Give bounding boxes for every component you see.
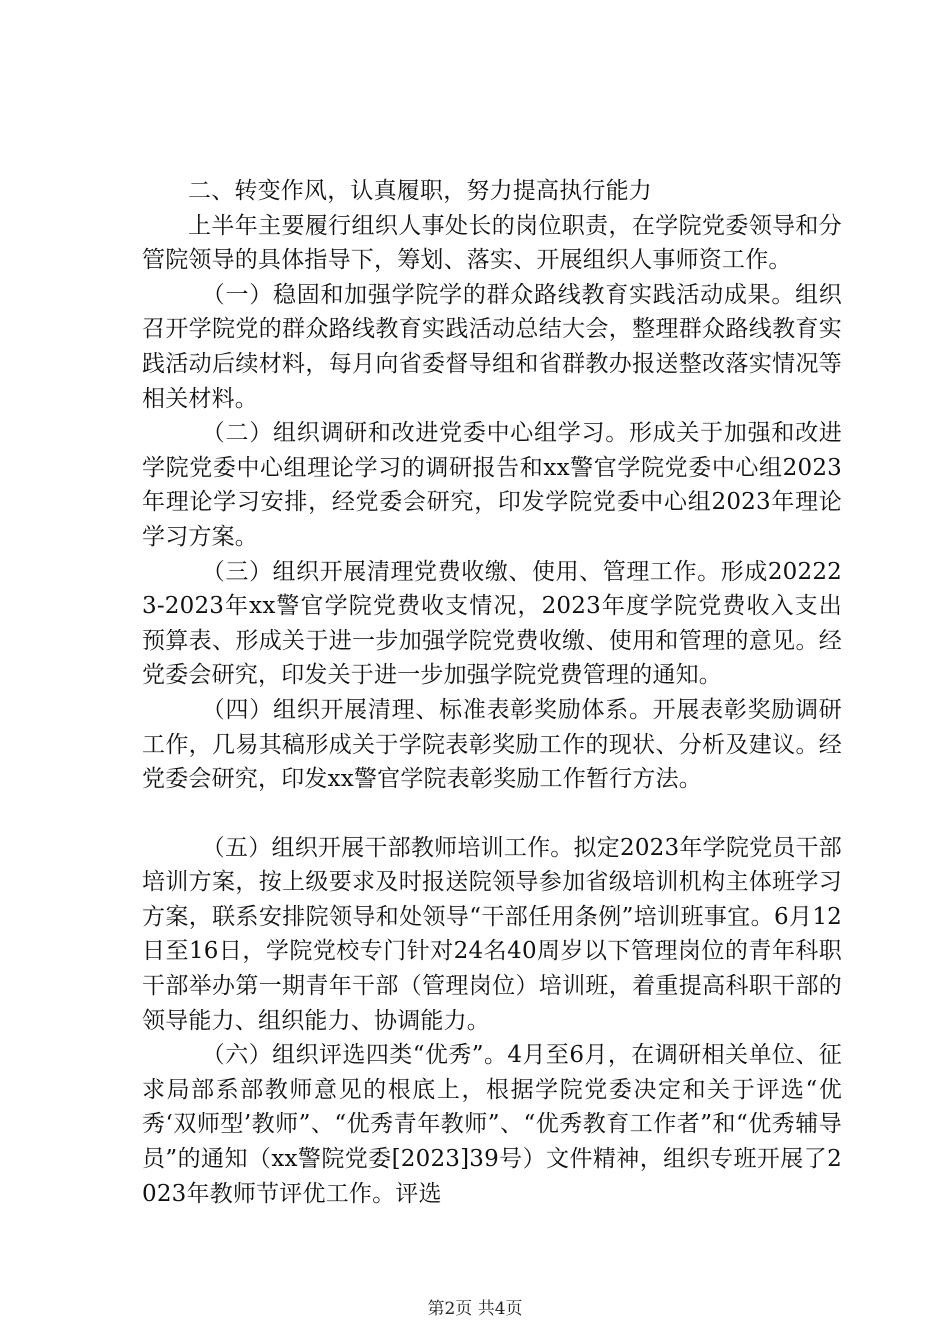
paragraph-item-3: （三）组织开展清理党费收缴、使用、管理工作。形成202223-2023年xx警官学院党费收支情况，2023年度学院党费收入支出预算表、形成关于进一步加强学院党费收缴、使用和管理的意见。经党委会研究，印发关于进一步加强学院党费管理的通知。 xyxy=(142,558,842,689)
page-number-footer: 第2页 共4页 xyxy=(427,1299,523,1319)
paragraph-item-6: （六）组织评选四类“优秀”。4月至6月，在调研相关单位、征求局部系部教师意见的根底上，根据学院党委决定和关于评选“优秀‘双师型’教师”、“优秀青年教师”、“优秀教育工作者”和“优秀辅导员”的通知（xx警院党委[2023]39号）文件精神，组织专班开展了2023年教师节评优工作。评选 xyxy=(142,1042,842,1207)
section-heading: 二、转变作风，认真履职，努力提高执行能力 xyxy=(188,178,652,204)
paragraph-item-4: （四）组织开展清理、标准表彰奖励体系。开展表彰奖励调研工作，几易其稿形成关于学院表彰奖励工作的现状、分析及建议。经党委会研究，印发xx警官学院表彰奖励工作暂行方法。 xyxy=(142,696,842,793)
document-body xyxy=(142,174,842,1211)
paragraph-item-5: （五）组织开展干部教师培训工作。拟定2023年学院党员干部培训方案，按上级要求及时报送院领导参加省级培训机构主体班学习方案，联系安排院领导和处领导“干部任用条例”培训班事宜。6月12日至16日，学院党校专门针对24名40周岁以下管理岗位的青年科职干部举办第一期青年干部（管理岗位）培训班，着重提高科职干部的领导能力、组织能力、协调能力。 xyxy=(142,834,842,1034)
intro-paragraph: 上半年主要履行组织人事处长的岗位职责，在学院党委领导和分管院领导的具体指导下，筹划、落实、开展组织人事师资工作。 xyxy=(142,212,842,274)
paragraph-item-1: （一）稳固和加强学院学的群众路线教育实践活动成果。组织召开学院党的群众路线教育实践活动总结大会，整理群众路线教育实践活动后续材料，每月向省委督导组和省群教办报送整改落实情况等相关材料。 xyxy=(142,281,842,412)
paragraph-item-2: （二）组织调研和改进党委中心组学习。形成关于加强和改进学院党委中心组理论学习的调研报告和xx警官学院党委中心组2023年理论学习安排，经党委会研究，印发学院党委中心组2023年理论学习方案。 xyxy=(142,420,842,550)
